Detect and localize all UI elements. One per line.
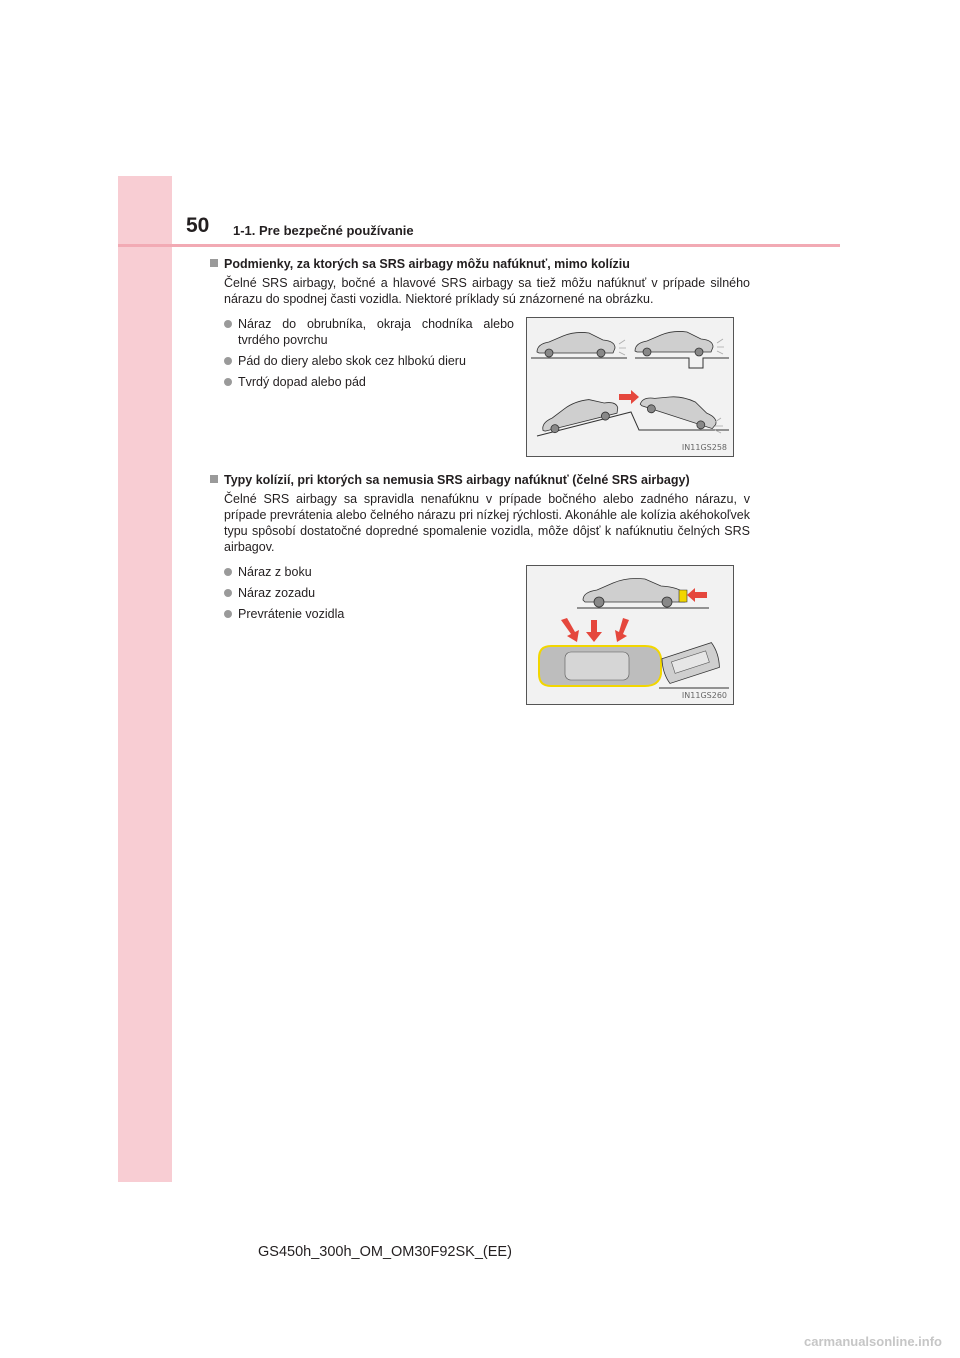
bullet-dot-icon [224,610,232,618]
bullet-dot-icon [224,357,232,365]
illustration-cars-impacts [527,318,733,456]
car-icon [639,386,721,433]
section-1 [210,256,750,307]
footer-doc-code: GS450h_300h_OM_OM30F92SK_(EE) [258,1244,512,1260]
illustration-collision-types [527,566,733,704]
figure-undercarriage-impacts [526,317,734,457]
section-1-bullets [224,316,514,395]
list-item: Náraz zozadu [224,585,514,601]
list-item: Prevrátenie vozidla [224,606,514,622]
car-icon [583,579,685,608]
bullet-dot-icon [224,568,232,576]
car-icon [537,332,615,357]
page-number: 50 [186,214,210,237]
arrow-right-icon [619,390,639,404]
header-title: 1-1. Pre bezpečné používanie [233,223,414,238]
section-1-heading: Podmienky, za ktorých sa SRS airbagy môžu nafúknuť, mimo kolíziu [210,256,750,272]
car-icon [538,393,620,436]
section-2 [210,472,750,555]
arrow-down-icons [561,618,629,642]
figure-code: IN11GS260 [681,691,727,700]
figure-non-deploy-collisions [526,565,734,705]
arrow-left-icon [687,588,707,602]
square-bullet-icon [210,259,218,267]
section-2-heading: Typy kolízií, pri ktorých sa nemusia SRS airbagy nafúknuť (čelné SRS airbagy) [210,472,750,488]
bullet-dot-icon [224,378,232,386]
figure-code: IN11GS258 [681,443,727,452]
car-top-view-icon [539,646,661,686]
square-bullet-icon [210,475,218,483]
car-icon [635,331,713,356]
list-item: Náraz do obrubníka, okraja chodníka alebo tvrdého povrchu [224,316,514,348]
list-item: Tvrdý dopad alebo pád [224,374,514,390]
header-rule [118,244,840,247]
list-item: Pád do diery alebo skok cez hlbokú dieru [224,353,514,369]
section-1-body: Čelné SRS airbagy, bočné a hlavové SRS airbagy sa tiež môžu nafúknuť v prípade silného nárazu do spodnej časti vozidla. Niektoré príklady sú znázornené na obrázku. [224,276,750,306]
list-item: Náraz z boku [224,564,514,580]
section-2-body: Čelné SRS airbagy sa spravidla nenafúknu v prípade bočného alebo zadného nárazu, v prípade prevrátenia alebo čelného nárazu pri nízkej rýchlosti. Akonáhle ale kolízia akéhokoľvek typu spôsobí dostatočné dopredné spomalenie vozidla, môže dôjsť k nafúknutiu čelných SRS airbagov. [224,492,750,554]
bullet-dot-icon [224,320,232,328]
side-band [118,176,172,1182]
section-2-bullets [224,564,514,627]
watermark: carmanualsonline.info [804,1334,942,1349]
overturned-car-icon [660,642,721,684]
bullet-dot-icon [224,589,232,597]
